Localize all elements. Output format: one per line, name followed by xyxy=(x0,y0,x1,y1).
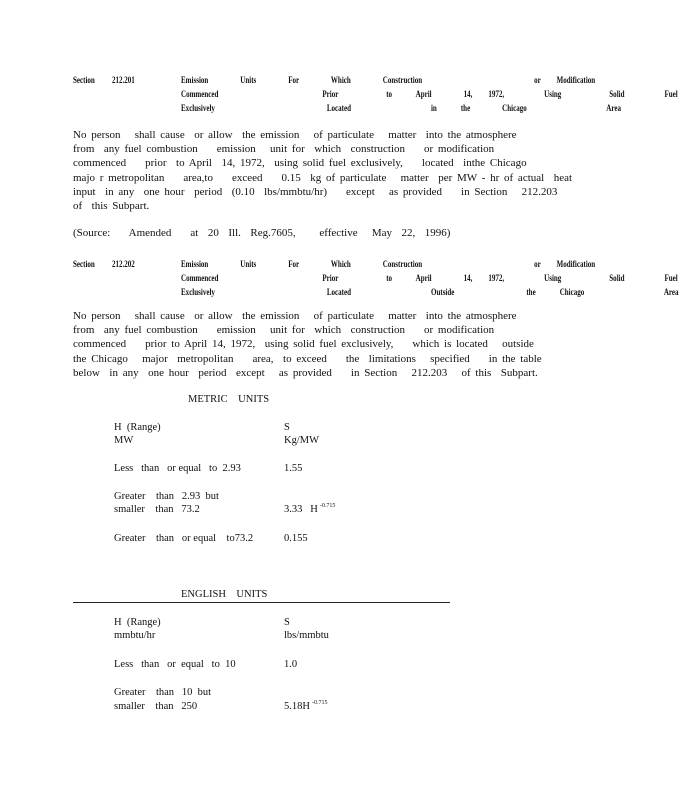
english-units-heading: ENGLISH UNITS xyxy=(181,589,268,600)
body-line: from any fuel combustion emission unit for which construction or modification xyxy=(73,143,495,156)
section-title-line: Emission Units For Which Construction or Modification xyxy=(181,75,596,85)
metric-col2-unit: Kg/MW xyxy=(284,435,319,446)
section-title-line: Exclusively Located in the Chicago Area xyxy=(181,103,621,113)
english-row2-value xyxy=(284,701,327,712)
divider-line xyxy=(73,602,450,603)
body-line: No person shall cause or allow the emission of particulate matter into the atmosphere xyxy=(73,310,517,322)
section-body xyxy=(73,309,542,380)
metric-row2-coefficient: 3.33 H xyxy=(284,504,318,515)
metric-units-heading: METRIC UNITS xyxy=(188,394,270,405)
section-title-line: Exclusively Located Outside the Chicago Area xyxy=(181,287,679,297)
metric-row3-label: Greater than or equal to73.2 xyxy=(114,533,254,544)
english-col2-header: S xyxy=(284,617,290,628)
english-row2-label: Greater than 10 but xyxy=(114,687,212,698)
metric-col2-header: S xyxy=(284,422,290,433)
metric-col1-unit: MW xyxy=(114,435,134,446)
body-line: below in any one hour period except as provided in Section 212.203 of this Subpart. xyxy=(73,366,538,379)
source-note: (Source: Amended at 20 Ill. Reg.7605, effective May 22, 1996) xyxy=(73,227,451,239)
metric-row1-label: Less than or equal to 2.93 xyxy=(114,463,241,474)
body-line: input in any one hour period (0.10 lbs/mmbtu/hr) except as provided in Section 212.203 xyxy=(73,185,558,198)
section-title-line: Commenced Prior to April 14, 1972, Using Solid Fuel xyxy=(181,89,678,99)
metric-col1-header: H (Range) xyxy=(114,422,161,433)
english-row1-value: 1.0 xyxy=(284,659,298,670)
section-number: 212.201 xyxy=(112,75,135,85)
metric-row2-value xyxy=(284,504,335,515)
metric-row1-value: 1.55 xyxy=(284,463,303,474)
section-title-line: Commenced Prior to April 14, 1972, Using Solid Fuel xyxy=(181,273,678,283)
english-col2-unit: lbs/mmbtu xyxy=(284,630,329,641)
body-line: commenced prior to April 14, 1972, using solid fuel exclusively, located inthe Chicago xyxy=(73,157,527,170)
section-label: Section xyxy=(73,75,95,85)
english-row2-label: smaller than 250 xyxy=(114,701,198,712)
metric-row3-value: 0.155 xyxy=(284,533,308,544)
english-col1-unit: mmbtu/hr xyxy=(114,630,156,641)
section-label: Section xyxy=(73,259,95,269)
section-title-line: Emission Units For Which Construction or Modification xyxy=(181,259,596,269)
metric-row2-exponent: -0.715 xyxy=(319,503,336,509)
english-row2-coefficient: 5.18H xyxy=(284,701,310,712)
section-title xyxy=(181,257,679,299)
english-row2-exponent: -0.715 xyxy=(311,700,328,706)
section-number: 212.202 xyxy=(112,259,135,269)
section-body xyxy=(73,128,573,213)
metric-row2-label: smaller than 73.2 xyxy=(114,504,200,515)
metric-row2-label: Greater than 2.93 but xyxy=(114,491,219,502)
body-line: commenced prior to April 14, 1972, using solid fuel exclusively, which is located outside xyxy=(73,338,534,351)
body-line: majo r metropolitan area,to exceed 0.15 kg of particulate matter per MW - hr of actual heat xyxy=(73,171,573,184)
english-col1-header: H (Range) xyxy=(114,617,161,628)
english-row1-label: Less than or equal to 10 xyxy=(114,659,236,670)
body-line: No person shall cause or allow the emission of particulate matter into the atmosphere xyxy=(73,129,517,141)
body-line: from any fuel combustion emission unit for which construction or modification xyxy=(73,324,495,337)
section-title xyxy=(181,73,678,115)
body-line: the Chicago major metropolitan area, to exceed the limitations specified in the table xyxy=(73,352,542,365)
body-line: of this Subpart. xyxy=(73,200,150,213)
